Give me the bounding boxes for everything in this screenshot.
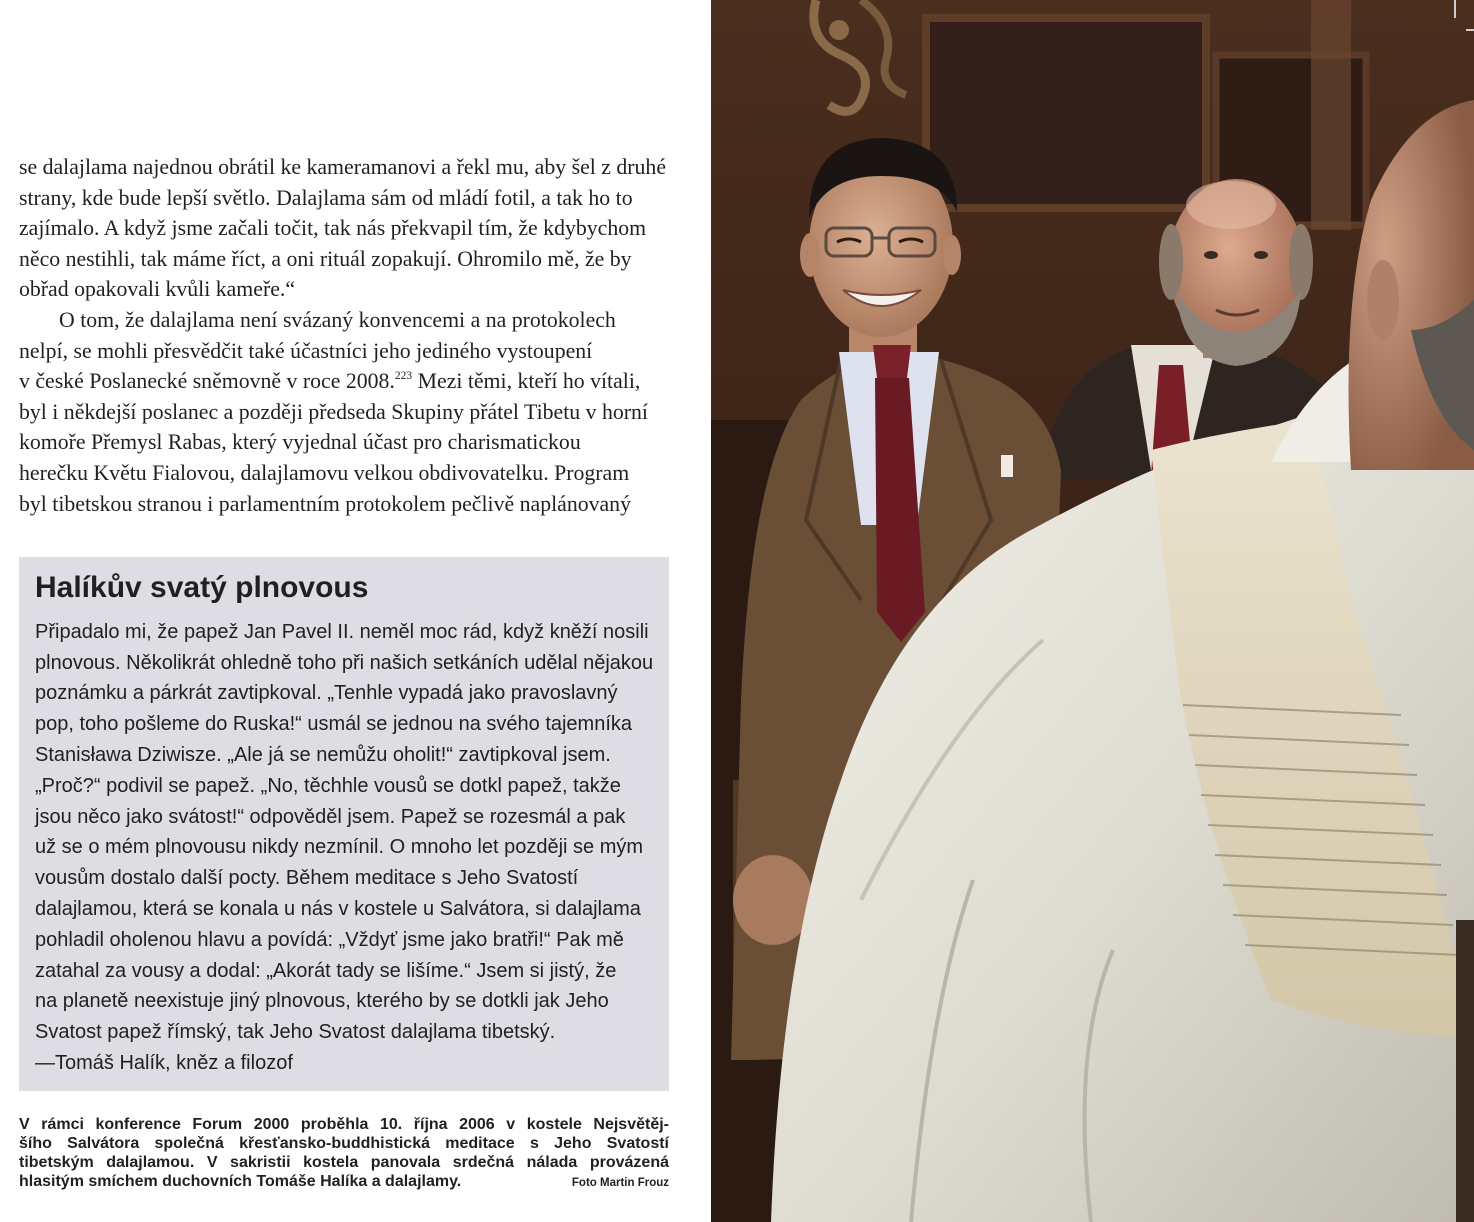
body-text-segment: v české Poslanecké sněmovně v roce 2008. xyxy=(19,369,395,394)
body-line: komoře Přemysl Rabas, který vyjednal účast pro charismatickou xyxy=(19,430,581,455)
body-text-segment: Mezi těmi, kteří ho vítali, xyxy=(412,369,641,394)
sidebar-line: na planetě neexistuje jiný plnovous, kterého by se dotkli jak Jeho xyxy=(35,990,609,1013)
body-line: se dalajlama najednou obrátil ke kameramanovi a řekl mu, aby šel z druhé xyxy=(19,155,666,179)
sidebar-line: vousům dostalo další pocty. Během meditace s Jeho Svatostí xyxy=(35,867,579,890)
sidebar-line: Stanisława Dziwisze. „Ale já se nemůžu oholit!“ zavtipkoval jsem. xyxy=(35,743,611,766)
body-line: něco nestihli, tak máme říct, a oni rituál zopakují. Ohromilo mě, že by xyxy=(19,246,632,271)
body-text xyxy=(19,152,666,519)
footnote-reference: 223 xyxy=(394,370,413,383)
body-line: byl i někdejší poslanec a později předseda Skupiny přátel Tibetu v horní xyxy=(19,399,648,424)
sidebar-line: zatahal za vousy a dodal: „Akorát tady se lišíme.“ Jsem si jistý, že xyxy=(35,959,617,982)
body-line: herečku Květu Fialovou, dalajlamovu velkou obdivovatelku. Program xyxy=(19,460,630,485)
sidebar-title: Halíkův svatý plnovous xyxy=(35,570,369,604)
sidebar-line: „Proč?“ podivil se papež. „No, těchhle vousů se dotkl papež, takže xyxy=(35,774,621,797)
caption-last-line xyxy=(19,1172,669,1193)
body-line: nelpí, se mohli přesvědčit také účastníci jeho jediného vystoupení xyxy=(19,338,593,363)
sidebar-line: poznámku a párkrát zavtipkoval. „Tenhle vypadá jako pravoslavný xyxy=(35,682,618,705)
sidebar-line: pohladil oholenou hlavu a povídá: „Vždyť jsme jako bratři!“ Pak mě xyxy=(35,928,624,951)
caption-line: V rámci konference Forum 2000 proběhla 10. října 2006 v kostele Nejsvětěj- xyxy=(19,1116,669,1133)
sidebar-line: pop, toho pošleme do Ruska!“ usmál se jednou na svého tajemníka xyxy=(35,713,633,736)
body-line: obřad opakovali kvůli kameře.“ xyxy=(19,277,295,302)
photo-caption xyxy=(19,1115,669,1193)
body-line xyxy=(19,366,666,397)
photo-credit: Foto Martin Frouz xyxy=(571,1177,669,1189)
sidebar-body xyxy=(35,617,653,1079)
sidebar-line: jsou něco jako svátost!“ odpověděl jsem. Papež se rozesmál a pak xyxy=(35,805,626,828)
sidebar-line: Připadalo mi, že papež Jan Pavel II. neměl moc rád, když kněží nosili xyxy=(35,620,649,643)
body-line: strany, kde bude lepší světlo. Dalajlama sám od mládí fotil, a tak ho to xyxy=(19,185,633,210)
sidebar-line: dalajlamou, která se konala u nás v kostele u Salvátora, si dalajlama xyxy=(35,897,641,920)
sidebar-line: plnovous. Několikrát ohledně toho při našich setkáních udělal nějakou xyxy=(35,651,654,674)
caption-line: hlasitým smíchem duchovních Tomáše Halíka a dalajlamy. xyxy=(19,1173,462,1190)
sidebar-attribution: —Tomáš Halík, kněz a filozof xyxy=(35,1051,293,1074)
sidebar-box xyxy=(19,557,669,1091)
caption-line: tibetským dalajlamou. V sakristii kostela panovala srdečná nálada provázená xyxy=(19,1154,669,1171)
sidebar-line: už se o mém plnovousu nikdy nezmínil. O mnoho let později se mým xyxy=(35,836,644,859)
photo xyxy=(711,0,1474,1222)
body-line: zajímalo. A když jsme začali točit, tak nás překvapil tím, že kdybychom xyxy=(19,216,647,241)
sidebar-line: Svatost papež římský, tak Jeho Svatost dalajlama tibetský. xyxy=(35,1021,556,1044)
caption-line: šího Salvátora společná křesťansko-buddhistická meditace s Jeho Svatostí xyxy=(19,1135,669,1152)
body-line: O tom, že dalajlama není svázaný konvencemi a na protokolech xyxy=(59,307,616,332)
body-line: byl tibetskou stranou i parlamentním protokolem pečlivě naplánovaný xyxy=(19,491,631,516)
